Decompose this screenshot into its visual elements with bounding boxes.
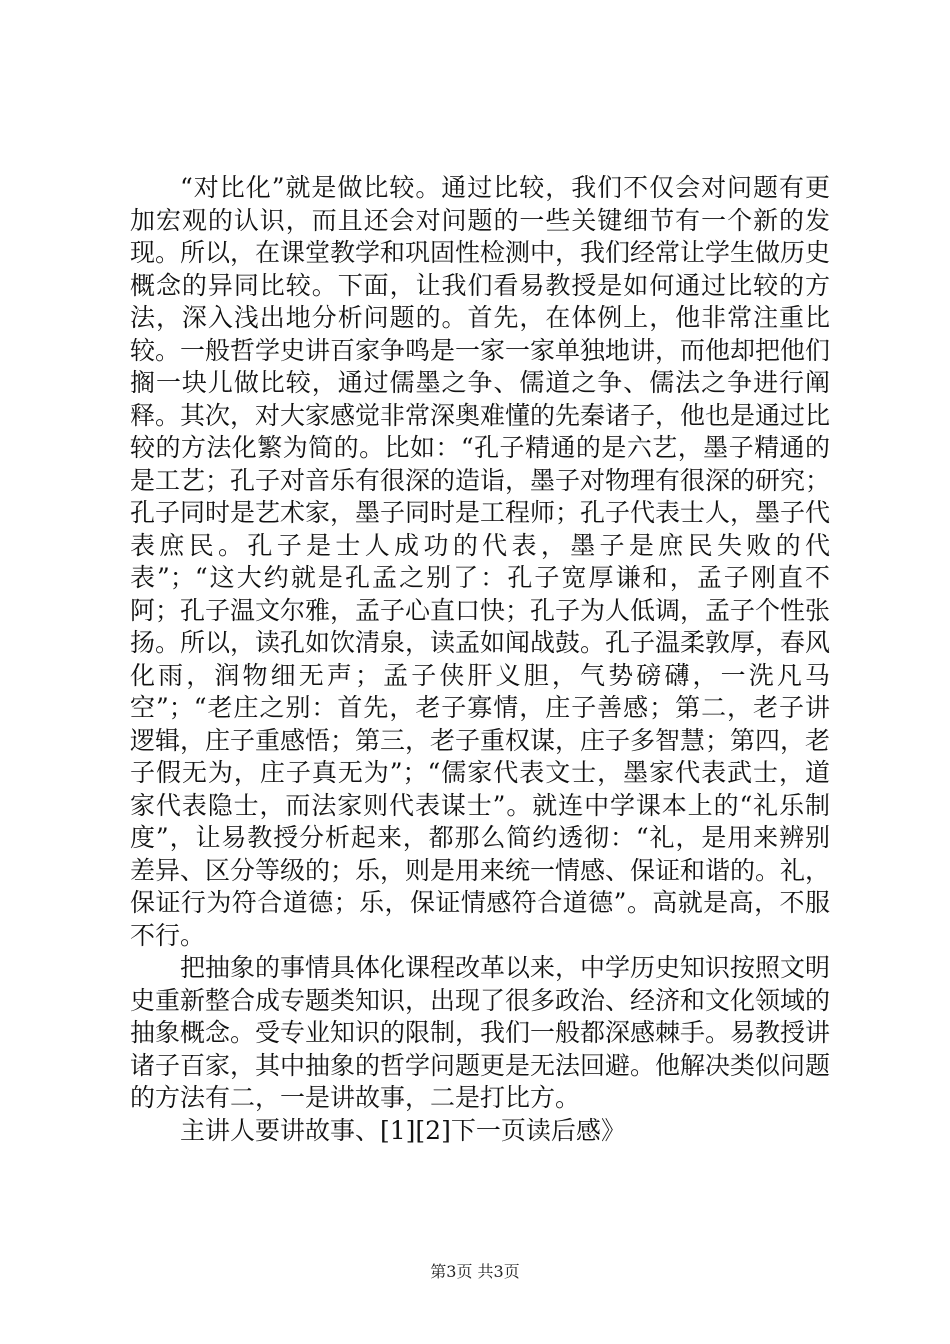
page-number-footer: 第3页 共3页 (430, 1262, 520, 1281)
paragraph-comparison: “对比化”就是做比较。通过比较，我们不仅会对问题有更加宏观的认识，而且还会对问题的一些关键细节有一个新的发现。所以，在课堂教学和巩固性检测中，我们经常让学生做历史概念的异同比较。下面，让我们看易教授是如何通过比较的方法，深入浅出地分析问题的。首先，在体例上，他非常注重比较。一般哲学史讲百家争鸣是一家一家单独地讲，而他却把他们搁一块儿做比较，通过儒墨之争、儒道之争、儒法之争进行阐释。其次，对大家感觉非常深奥难懂的先秦诸子，他也是通过比较的方法化繁为简的。比如：“孔子精通的是六艺，墨子精通的是工艺；孔子对音乐有很深的造诣，墨子对物理有很深的研究；孔子同时是艺术家，墨子同时是工程师；孔子代表士人，墨子代表庶民。孔子是士人成功的代表，墨子是庶民失败的代表”；“这大约就是孔孟之别了：孔子宽厚谦和，孟子刚直不阿；孔子温文尔雅，孟子心直口快；孔子为人低调，孟子个性张扬。所以，读孔如饮清泉，读孟如闻战鼓。孔子温柔敦厚，春风化雨，润物细无声；孟子侠肝义胆，气势磅礴，一洗凡马空”；“老庄之别：首先，老子寡情，庄子善感；第二，老子讲逻辑，庄子重感悟；第三，老子重权谋，庄子多智慧；第四，老子假无为，庄子真无为”；“儒家代表文士，墨家代表武士，道家代表隐士，而法家则代表谋士”。就连中学课本上的“礼乐制度”，让易教授分析起来，都那么简约透彻：“礼，是用来辨别差异、区分等级的；乐，则是用来统一情感、保证和谐的。礼，保证行为符合道德；乐，保证情感符合道德”。高就是高，不服不行。 (130, 173, 831, 950)
paragraph-next-page-link[interactable]: 主讲人要讲故事、[1][2]下一页读后感》 (180, 1115, 626, 1145)
document-body (130, 172, 830, 1147)
paragraph-abstraction: 把抽象的事情具体化课程改革以来，中学历史知识按照文明史重新整合成专题类知识，出现了很多政治、经济和文化领域的抽象概念。受专业知识的限制，我们一般都深感棘手。易教授讲诸子百家，其中抽象的哲学问题更是无法回避。他解决类似问题的方法有二，一是讲故事，二是打比方。 (130, 953, 831, 1112)
